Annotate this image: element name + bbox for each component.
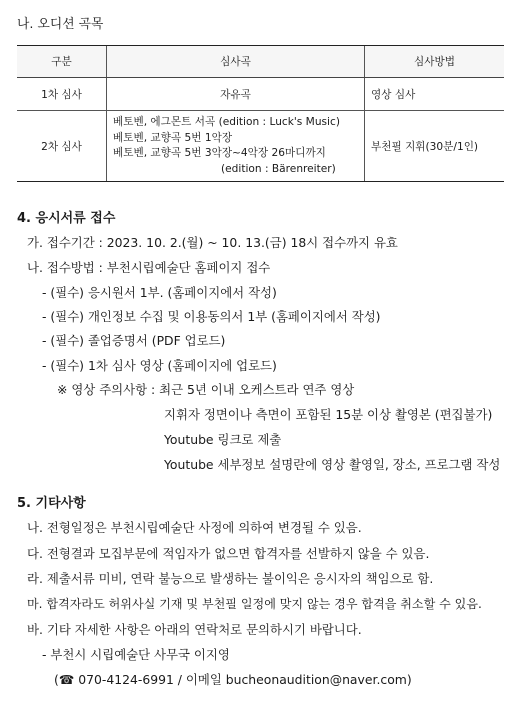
piece-line: 베토벤, 에그몬트 서곡 (edition : Luck's Music)	[113, 116, 340, 128]
piece-line: 베토벤, 교향곡 5번 3악장~4악장 26마디까지	[113, 147, 326, 159]
table-row	[17, 111, 504, 182]
table-header-row	[17, 46, 504, 78]
audition-table	[17, 45, 504, 182]
section5-title: 5. 기타사항	[17, 496, 86, 511]
video-note: ※ 영상 주의사항 : 최근 5년 이내 오케스트라 연주 영상	[57, 382, 355, 397]
required-document: - (필수) 개인정보 수집 및 이용동의서 1부 (홈페이지에서 작성)	[42, 309, 381, 324]
table-header-piece: 심사곡	[107, 46, 365, 78]
submission-period: 가. 접수기간 : 2023. 10. 2.(월) ~ 10. 13.(금) 18시 접수까지 유효	[27, 235, 398, 250]
audition-section-title: 나. 오디션 곡목	[17, 17, 104, 32]
required-document: - (필수) 1차 심사 영상 (홈페이지에 업로드)	[42, 358, 277, 373]
required-document: - (필수) 응시원서 1부. (홈페이지에서 작성)	[42, 285, 277, 300]
table-row	[17, 78, 504, 111]
video-note: Youtube 링크로 제출	[164, 432, 282, 447]
video-note: Youtube 세부정보 설명란에 영상 촬영일, 장소, 프로그램 작성	[164, 457, 501, 472]
table-header-method: 심사방법	[365, 46, 505, 78]
misc-item: 마. 합격자라도 허위사실 기재 및 부천필 일정에 맞지 않는 경우 합격을 취소할 수 있음.	[27, 597, 482, 611]
misc-item: 바. 기타 자세한 사항은 아래의 연락처로 문의하시기 바랍니다.	[27, 622, 362, 637]
piece-cell: 자유곡	[107, 78, 365, 111]
table-header-stage: 구분	[17, 46, 107, 78]
submission-method: 나. 접수방법 : 부천시립예술단 홈페이지 접수	[27, 260, 271, 275]
misc-item: 다. 전형결과 모집부문에 적임자가 없으면 합격자를 선발하지 않을 수 있음.	[27, 546, 430, 561]
required-document: - (필수) 졸업증명서 (PDF 업로드)	[42, 333, 226, 348]
contact-detail: (☎ 070-4124-6991 / 이메일 bucheonaudition@naver.com)	[54, 672, 412, 687]
piece-list-cell	[107, 111, 365, 182]
contact-name: - 부천시 시립예술단 사무국 이지영	[42, 647, 230, 662]
method-cell: 부천필 지휘(30분/1인)	[365, 111, 505, 182]
section4-title: 4. 응시서류 접수	[17, 211, 116, 226]
stage-cell: 2차 심사	[17, 111, 107, 182]
stage-cell: 1차 심사	[17, 78, 107, 111]
piece-line: (edition : Bärenreiter)	[221, 162, 336, 175]
misc-item: 나. 전형일정은 부천시립예술단 사정에 의하여 변경될 수 있음.	[27, 520, 362, 535]
misc-item: 라. 제출서류 미비, 연락 불능으로 발생하는 불이익은 응시자의 책임으로 함.	[27, 571, 434, 586]
piece-line: 베토벤, 교향곡 5번 1악장	[113, 131, 233, 144]
method-cell: 영상 심사	[365, 78, 505, 111]
video-note: 지휘자 정면이나 측면이 포함된 15분 이상 촬영본 (편집불가)	[164, 407, 493, 422]
